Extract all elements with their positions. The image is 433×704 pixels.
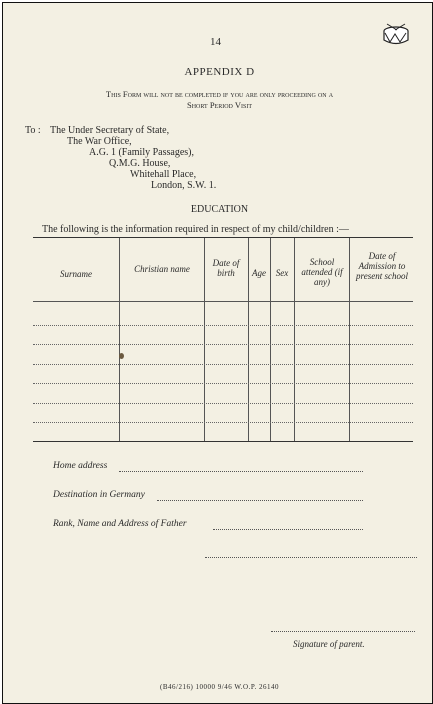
column-divider (349, 238, 350, 441)
address-line-2: The War Office, (67, 136, 132, 147)
appendix-title: APPENDIX D (184, 66, 255, 78)
address-line-4: Q.M.G. House, (109, 158, 171, 169)
notice-line-2: Short Period Visit (187, 100, 252, 110)
column-divider (294, 238, 295, 441)
header-sex: Sex (275, 268, 289, 278)
address-line-3: A.G. 1 (Family Passages), (89, 147, 194, 158)
header-surname: Surname (60, 269, 92, 279)
table-row[interactable] (33, 364, 413, 365)
table-row[interactable] (33, 422, 413, 423)
notice-line-1: This Form will not be completed if you are only proceeding on a (105, 89, 334, 99)
table-bottom-rule (33, 441, 413, 442)
notice-text (3, 89, 433, 111)
father-label: Rank, Name and Address of Father (53, 519, 187, 529)
table-intro: The following is the information required in respect of my child/children :— (42, 224, 349, 235)
table-row[interactable] (33, 325, 413, 326)
header-school-attended: School attended (if any) (301, 257, 343, 287)
signature-label: Signature of parent. (293, 639, 365, 649)
table-row[interactable] (33, 403, 413, 404)
education-heading: EDUCATION (190, 204, 249, 215)
print-code: (B46/216) 10000 9/46 W.O.P. 26140 (160, 683, 279, 691)
destination-field[interactable] (157, 500, 363, 501)
address-line-5: Whitehall Place, (130, 169, 197, 180)
home-address-label: Home address (53, 461, 108, 471)
header-age: Age (252, 268, 266, 278)
father-field[interactable] (213, 529, 363, 530)
page-number: 14 (210, 36, 221, 48)
to-label: To : (25, 125, 41, 136)
column-divider (119, 238, 120, 441)
address-line-6: London, S.W. 1. (151, 180, 217, 191)
table-row[interactable] (33, 383, 413, 384)
form-page (2, 2, 433, 704)
father-field-continued[interactable] (205, 557, 417, 558)
header-christian-name: Christian name (134, 264, 190, 274)
destination-label: Destination in Germany (53, 490, 145, 500)
signature-field[interactable] (271, 631, 415, 632)
header-date-of-birth: Date of birth (212, 258, 240, 278)
home-address-field[interactable] (119, 471, 363, 472)
column-divider (204, 238, 205, 441)
drum-emblem-icon (381, 23, 411, 47)
header-date-of-admission: Date of Admission to present school (356, 251, 408, 281)
table-header-rule (33, 301, 413, 302)
address-line-1: The Under Secretary of State, (50, 125, 170, 136)
table-row[interactable] (33, 344, 413, 345)
table-top-rule (33, 237, 413, 238)
ink-smudge (119, 353, 124, 359)
